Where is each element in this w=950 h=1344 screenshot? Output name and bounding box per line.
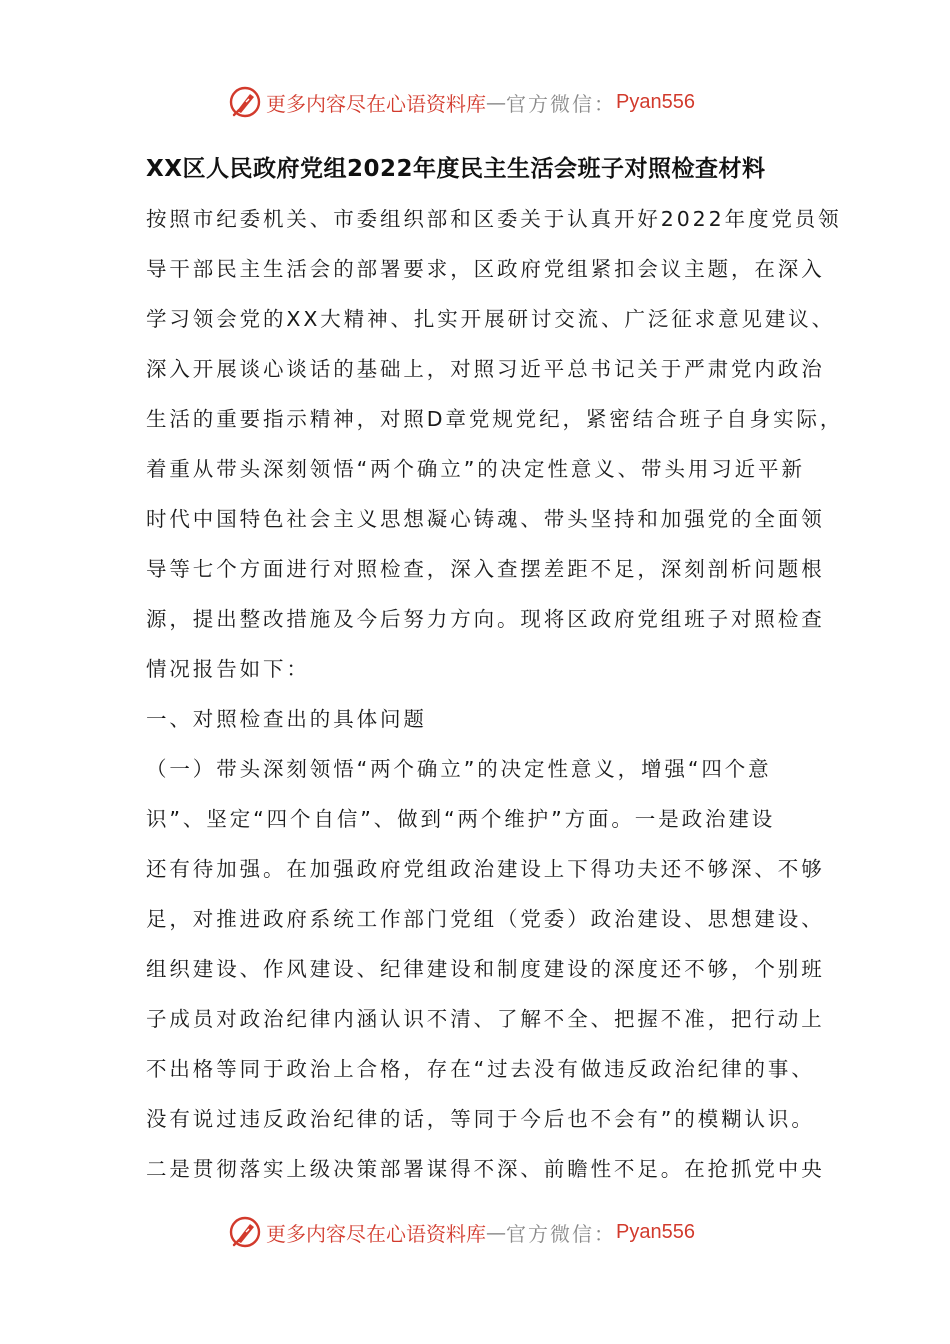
banner-slogan: 更多内容尽在心语资料库 xyxy=(266,1221,486,1246)
body-line: 导干部民主生活会的部署要求，区政府党组紧扣会议主题，在深入 xyxy=(146,257,825,281)
body-line: 子成员对政治纪律内涵认识不清、了解不全、把握不准，把行动上 xyxy=(146,1007,825,1031)
body-line: 深入开展谈心谈话的基础上，对照习近平总书记关于严肃党内政治 xyxy=(146,357,825,381)
banner-wechat-label: 官方微信： xyxy=(506,91,616,116)
body-line: 着重从带头深刻领悟“两个确立”的决定性意义、带头用习近平新 xyxy=(146,457,805,481)
document-body xyxy=(146,194,844,1194)
banner-separator: — xyxy=(486,90,506,114)
body-line: 二是贯彻落实上级决策部署谋得不深、前瞻性不足。在抢抓党中央 xyxy=(146,1157,825,1181)
body-line: 还有待加强。在加强政府党组政治建设上下得功夫还不够深、不够 xyxy=(146,857,825,881)
banner-wechat-id: Pyan556 xyxy=(616,1220,695,1243)
footer-watermark-banner xyxy=(228,1210,748,1254)
body-line: 识”、坚定“四个自信”、做到“两个维护”方面。一是政治建设 xyxy=(146,807,776,831)
banner-slogan: 更多内容尽在心语资料库 xyxy=(266,91,486,116)
body-line: 没有说过违反政治纪律的话，等同于今后也不会有”的模糊认识。 xyxy=(146,1107,815,1131)
body-line: 时代中国特色社会主义思想凝心铸魂、带头坚持和加强党的全面领 xyxy=(146,507,825,531)
body-line: 学习领会党的XX大精神、扎实开展研讨交流、广泛征求意见建议、 xyxy=(146,307,836,331)
body-line: 组织建设、作风建设、纪律建设和制度建设的深度还不够，个别班 xyxy=(146,957,825,981)
header-watermark-banner xyxy=(228,80,748,124)
section-heading: 一、对照检查出的具体问题 xyxy=(146,707,427,731)
body-line: 源，提出整改措施及今后努力方向。现将区政府党组班子对照检查 xyxy=(146,607,825,631)
fountain-pen-icon xyxy=(228,1215,262,1249)
body-line: 按照市纪委机关、市委组织部和区委关于认真开好2022年度党员领 xyxy=(146,207,842,231)
body-line: 生活的重要指示精神，对照D章党规党纪，紧密结合班子自身实际， xyxy=(146,407,844,431)
banner-separator: — xyxy=(486,1220,506,1244)
body-line: 导等七个方面进行对照检查，深入查摆差距不足，深刻剖析问题根 xyxy=(146,557,825,581)
fountain-pen-icon xyxy=(228,85,262,119)
body-line: 足，对推进政府系统工作部门党组（党委）政治建设、思想建设、 xyxy=(146,907,825,931)
body-line: 不出格等同于政治上合格，存在“过去没有做违反政治纪律的事、 xyxy=(146,1057,815,1081)
document-title: XX区人民政府党组2022年度民主生活会班子对照检查材料 xyxy=(146,156,766,182)
body-line: （一）带头深刻领悟“两个确立”的决定性意义，增强“四个意 xyxy=(146,757,772,781)
banner-wechat-id: Pyan556 xyxy=(616,90,695,113)
body-line: 情况报告如下： xyxy=(146,657,310,681)
banner-wechat-label: 官方微信： xyxy=(506,1221,616,1246)
